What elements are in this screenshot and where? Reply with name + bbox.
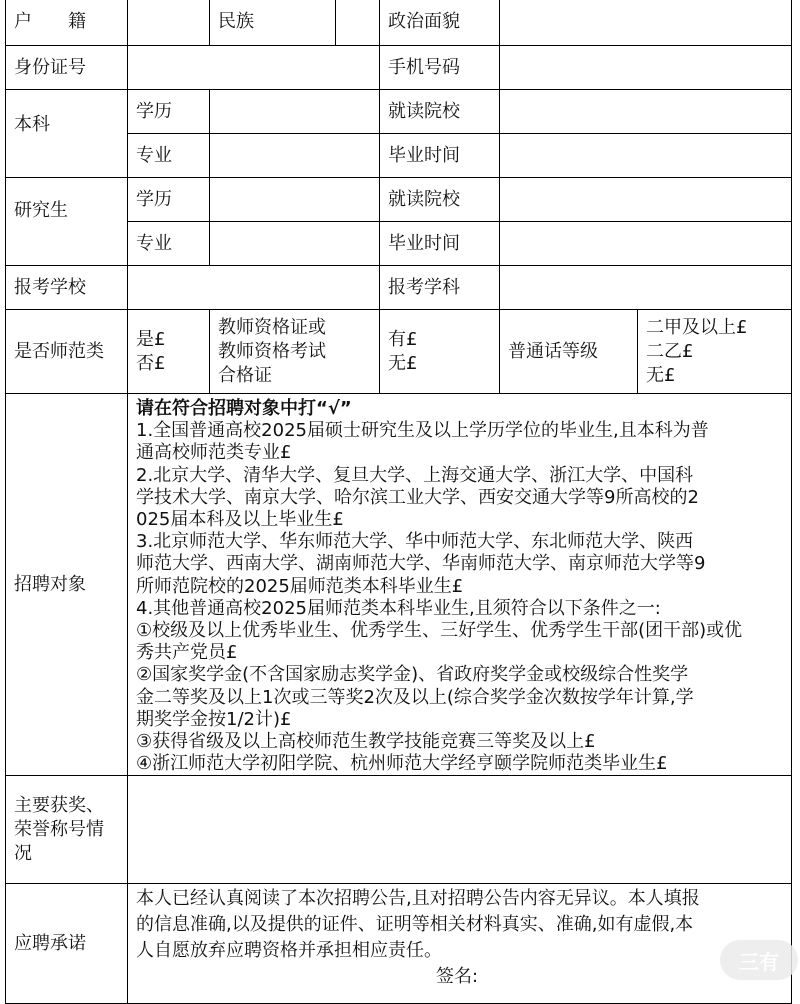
recruit-line-14: 期奖学金按1/2计)£ [136,708,292,730]
field-undergrad-grad-time[interactable] [500,134,792,178]
label-undergrad-grad-time: 毕业时间 [380,134,500,178]
label-postgrad-school: 就读院校 [380,178,500,222]
label-minzu: 民族 [210,0,336,46]
field-minzu[interactable] [336,0,380,46]
cert-yes-option[interactable]: 有£ [388,328,418,350]
row-normal [6,310,792,394]
label-undergrad-degree: 学历 [128,90,210,134]
application-form [5,0,792,1004]
field-awards[interactable] [128,776,792,884]
recruit-line-9: 4.其他普通高校2025届师范类本科毕业生,且须符合以下条件之一: [136,597,661,619]
label-normal: 是否师范类 [6,310,128,394]
row-id [6,46,792,90]
recruit-line-11: 秀共产党员£ [136,642,238,664]
label-undergrad-school: 就读院校 [380,90,500,134]
commit-line-2: 的信息准确,以及提供的证件、证明等相关材料真实、准确,如有虚假,本 [136,914,694,936]
label-postgrad-major: 专业 [128,222,210,266]
cert-line-3: 合格证 [218,364,272,386]
label-huji: 户 籍 [6,0,128,46]
commit-line-1: 本人已经认真阅读了本次招聘公告,且对招聘公告内容无异议。本人填报 [136,888,700,910]
row-huji [6,0,792,46]
field-zhengzhi[interactable] [500,0,792,46]
recruit-line-12: ②国家奖学金(不含国家励志奖学金)、省政府奖学金或校级综合性奖学 [136,664,689,686]
signature-label: 签名: [436,966,479,988]
field-undergrad-school[interactable] [500,90,792,134]
row-postgrad-1 [6,178,792,222]
recruit-heading: 请在符合招聘对象中打“√” [136,398,352,419]
awards-label-line-3: 况 [14,842,32,864]
mandarin-option-3[interactable]: 无£ [646,364,676,386]
label-undergrad-major: 专业 [128,134,210,178]
recruit-line-5: 025届本科及以上毕业生£ [136,509,344,531]
field-apply-school[interactable] [128,266,380,310]
recruit-line-6: 3.北京师范大学、华东师范大学、华中师范大学、东北师范大学、陕西 [136,531,694,553]
commit-content [128,884,792,1004]
label-phone: 手机号码 [380,46,500,90]
recruit-line-7: 师范大学、西南大学、湖南师范大学、华南师范大学、南京师范大学等9 [136,553,706,575]
label-recruit: 招聘对象 [6,394,128,776]
label-id: 身份证号 [6,46,128,90]
recruit-line-3: 2.北京大学、清华大学、复旦大学、上海交通大学、浙江大学、中国科 [136,464,694,486]
mandarin-option-1[interactable]: 二甲及以上£ [646,316,748,338]
recruit-content [128,394,792,776]
recruit-line-15: ③获得省级及以上高校师范生教学技能竞赛三等奖及以上£ [136,731,596,753]
recruit-line-10: ①校级及以上优秀毕业生、优秀学生、三好学生、优秀学生干部(团干部)或优 [136,620,743,642]
label-undergrad: 本科 [6,90,128,178]
label-postgrad-grad-time: 毕业时间 [380,222,500,266]
field-undergrad-major[interactable] [210,134,380,178]
label-zhengzhi: 政治面貌 [380,0,500,46]
recruit-line-13: 金二等奖及以上1次或三等奖2次及以上(综合奖学金次数按学年计算,学 [136,686,694,708]
row-undergrad-1 [6,90,792,134]
row-commit [6,884,792,1004]
row-apply [6,266,792,310]
cert-line-2: 教师资格考试 [218,340,326,362]
commit-line-3: 人自愿放弃应聘资格并承担相应责任。 [136,940,442,962]
recruit-line-4: 学技术大学、南京大学、哈尔滨工业大学、西安交通大学等9所高校的2 [136,486,699,508]
watermark-logo: 三有 [720,940,798,980]
field-postgrad-school[interactable] [500,178,792,222]
recruit-line-1: 1.全国普通高校2025届硕士研究生及以上学历学位的毕业生,且本科为普 [136,420,709,442]
mandarin-option-2[interactable]: 二乙£ [646,340,694,362]
label-postgrad: 研究生 [6,178,128,266]
label-awards [6,776,128,884]
label-cert [210,310,380,394]
normal-no-option[interactable]: 否£ [136,352,166,374]
field-phone[interactable] [500,46,792,90]
field-postgrad-degree[interactable] [210,178,380,222]
awards-label-line-1: 主要获奖、 [14,794,104,816]
field-huji[interactable] [128,0,210,46]
row-recruit [6,394,792,776]
recruit-line-2: 通高校师范类专业£ [136,442,292,464]
label-apply-school: 报考学校 [6,266,128,310]
field-undergrad-degree[interactable] [210,90,380,134]
label-apply-subject: 报考学科 [380,266,500,310]
normal-choice [128,310,210,394]
label-commit: 应聘承诺 [6,884,128,1004]
awards-label-line-2: 荣誉称号情 [14,818,104,840]
row-awards [6,776,792,884]
field-postgrad-major[interactable] [210,222,380,266]
field-apply-subject[interactable] [500,266,792,310]
recruit-line-16: ④浙江师范大学初阳学院、杭州师范大学经亨颐学院师范类毕业生£ [136,753,668,775]
field-id[interactable] [128,46,380,90]
label-mandarin: 普通话等级 [500,310,638,394]
cert-no-option[interactable]: 无£ [388,352,418,374]
cert-line-1: 教师资格证或 [218,316,326,338]
label-postgrad-degree: 学历 [128,178,210,222]
recruit-line-8: 所师范院校的2025届师范类本科毕业生£ [136,575,464,597]
mandarin-choice [638,310,792,394]
field-postgrad-grad-time[interactable] [500,222,792,266]
normal-yes-option[interactable]: 是£ [136,328,166,350]
cert-choice [380,310,500,394]
